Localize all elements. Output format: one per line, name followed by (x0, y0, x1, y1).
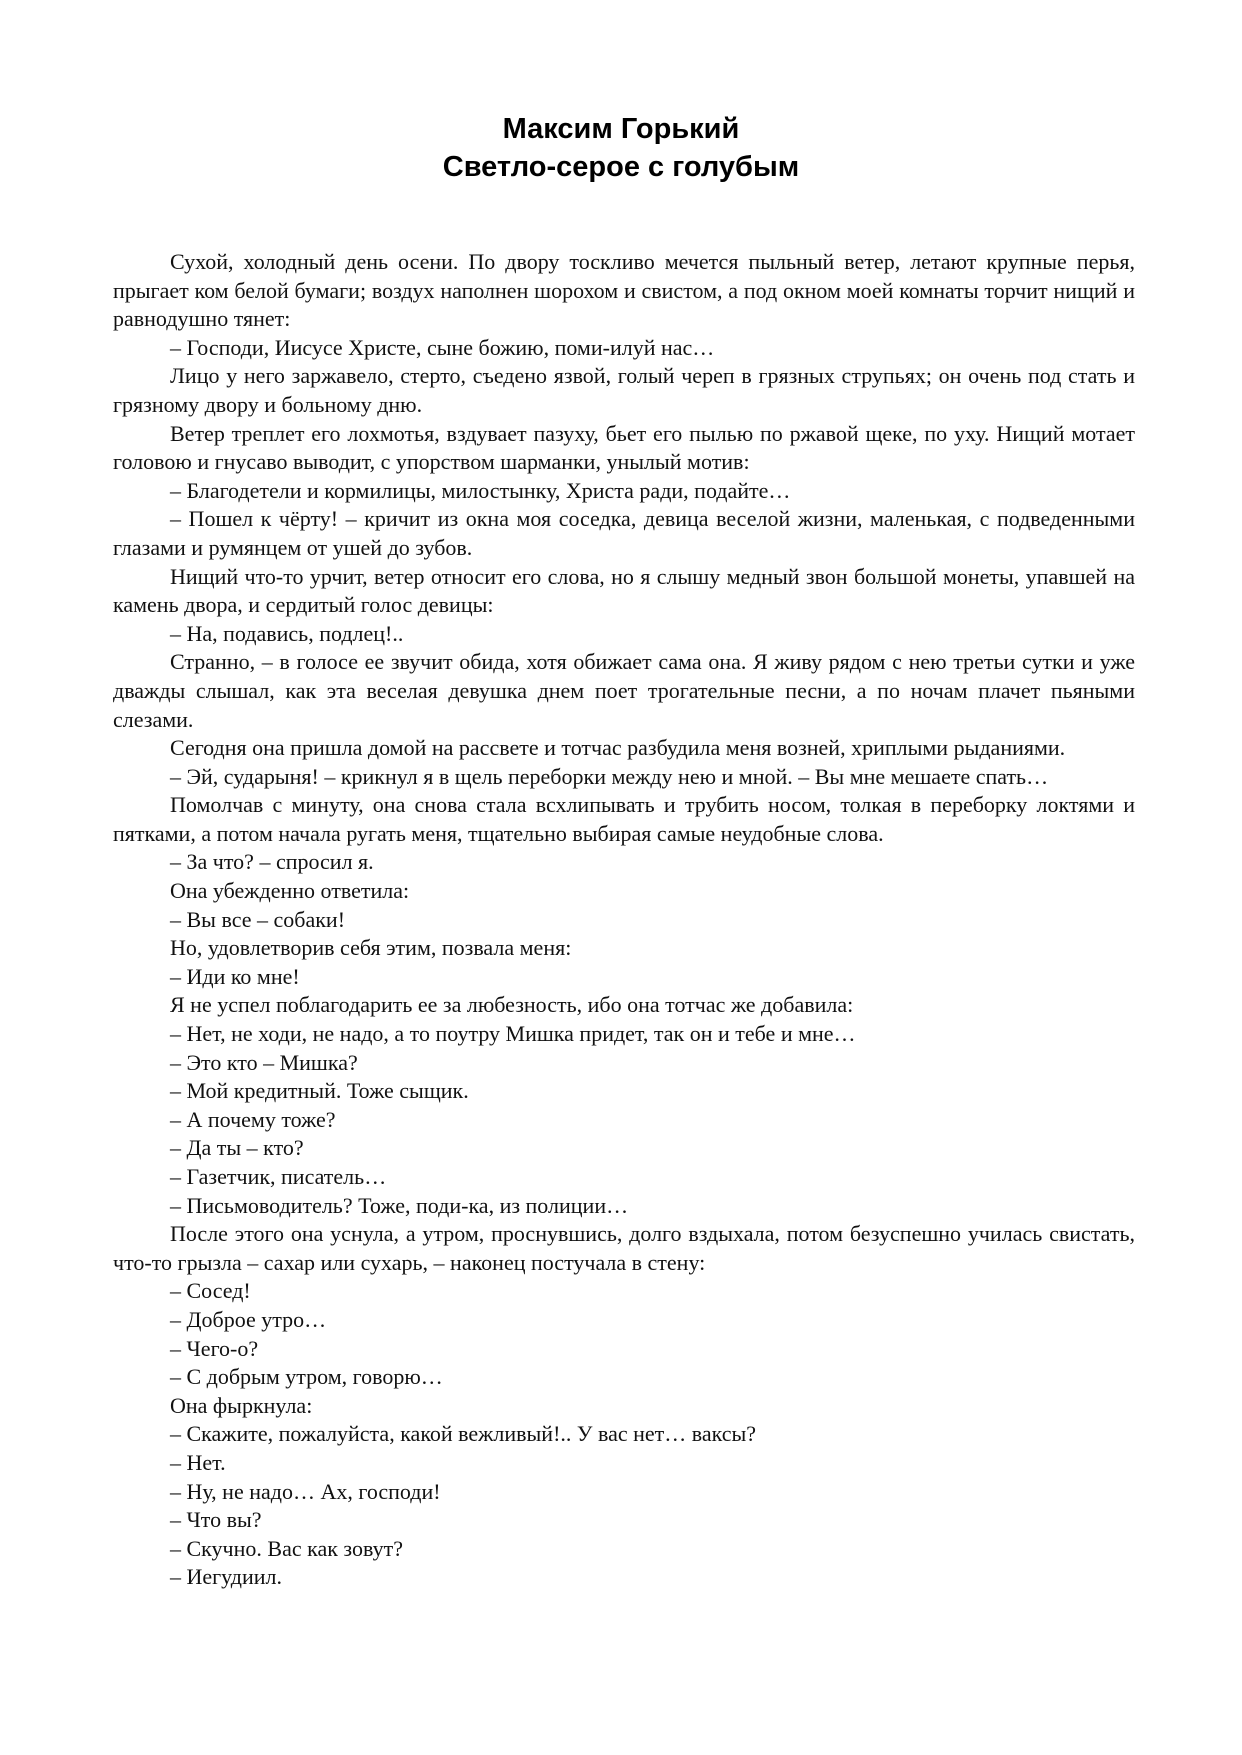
paragraph: Она фыркнула: (170, 1392, 313, 1418)
paragraph: Она убежденно ответила: (170, 878, 410, 904)
paragraph: – На, подавись, подлец!.. (170, 620, 404, 646)
paragraph: – Иди ко мне! (170, 963, 300, 989)
paragraph: – С добрым утром, говорю… (170, 1364, 443, 1390)
paragraph: – Сосед! (170, 1278, 251, 1304)
paragraph: – Благодетели и кормилицы, милостынку, Христа ради, подайте… (170, 477, 791, 503)
paragraph: Я не успел поблагодарить ее за любезность, ибо она тотчас же добавила: (170, 992, 854, 1018)
paragraph: – Ну, не надо… Ах, господи! (170, 1478, 441, 1504)
paragraph: – За что? – спросил я. (170, 849, 374, 875)
paragraph: – Что вы? (170, 1507, 262, 1533)
paragraph: – Скажите, пожалуйста, какой вежливый!.. У вас нет… ваксы? (170, 1421, 757, 1447)
paragraph: Лицо у него заржавело, стерто, съедено язвой, голый череп в грязных струпьях; он очень под стать и грязному двору и больному дню. (113, 363, 1135, 417)
paragraph: – Чего-о? (170, 1335, 259, 1361)
paragraph: – Господи, Иисусе Христе, сыне божию, поми-илуй нас… (170, 334, 715, 360)
paragraph: – Письмоводитель? Тоже, поди-ка, из полиции… (170, 1192, 629, 1218)
paragraph: Странно, – в голосе ее звучит обида, хотя обижает сама она. Я живу рядом с нею третьи сутки и уже дважды слышал, как эта веселая девушка днем поет трогательные песни, а по ночам плачет пьяными слезами. (113, 649, 1135, 732)
paragraph: – Иегудиил. (170, 1564, 283, 1590)
paragraph: – А почему тоже? (170, 1106, 336, 1132)
paragraph: – Доброе утро… (170, 1306, 327, 1332)
paragraph: – Газетчик, писатель… (170, 1164, 387, 1189)
paragraph: Сухой, холодный день осени. По двору тоскливо мечется пыльный ветер, летают крупные перья, прыгает ком белой бумаги; воздух наполнен шорохом и свистом, а под окном моей комнаты торчит нищий и равнодушно тянет: (113, 249, 1135, 332)
paragraph: – Нет, не ходи, не надо, а то поутру Мишка придет, так он и тебе и мне… (170, 1021, 856, 1047)
paragraph: Сегодня она пришла домой на рассвете и тотчас разбудила меня возней, хриплыми рыданиями. (170, 735, 1066, 761)
paragraph: После этого она уснула, а утром, проснувшись, долго вздыхала, потом безуспешно училась свистать, что-то грызла – сахар или сухарь, – наконец постучала в стену: (113, 1221, 1135, 1275)
paragraph: – Эй, сударыня! – крикнул я в щель переборки между нею и мной. – Вы мне мешаете спать… (170, 763, 1049, 789)
paragraph: – Нет. (170, 1449, 226, 1475)
paragraph: Нищий что-то урчит, ветер относит его слова, но я слышу медный звон большой монеты, упавшей на камень двора, и сердитый голос девицы: (113, 563, 1135, 618)
paragraph: Но, удовлетворив себя этим, позвала меня: (170, 935, 572, 961)
paragraph: – Пошел к чёрту! – кричит из окна моя соседка, девица веселой жизни, маленькая, с подведенными глазами и румянцем от ушей до зубов. (113, 506, 1135, 560)
author-name: Максим Горький (502, 113, 740, 145)
paragraph: – Скучно. Вас как зовут? (170, 1535, 403, 1561)
paragraph: Ветер треплет его лохмотья, вздувает пазуху, бьет его пылью по ржавой щеке, по уху. Нищий мотает головою и гнусаво выводит, с упорством шарманки, унылый мотив: (113, 420, 1135, 475)
paragraph: – Вы все – собаки! (170, 906, 346, 932)
title-block (0, 110, 1242, 186)
paragraph: Помолчав с минуту, она снова стала всхлипывать и трубить носом, толкая в переборку локтями и пятками, а потом начала ругать меня, тщательно выбирая самые неудобные слова. (113, 792, 1135, 846)
paragraph: – Мой кредитный. Тоже сыщик. (170, 1078, 469, 1104)
story-text (113, 248, 1135, 1592)
paragraph: – Да ты – кто? (170, 1135, 304, 1161)
story-title: Светло-серое с голубым (442, 151, 800, 183)
paragraph: – Это кто – Мишка? (170, 1049, 358, 1075)
